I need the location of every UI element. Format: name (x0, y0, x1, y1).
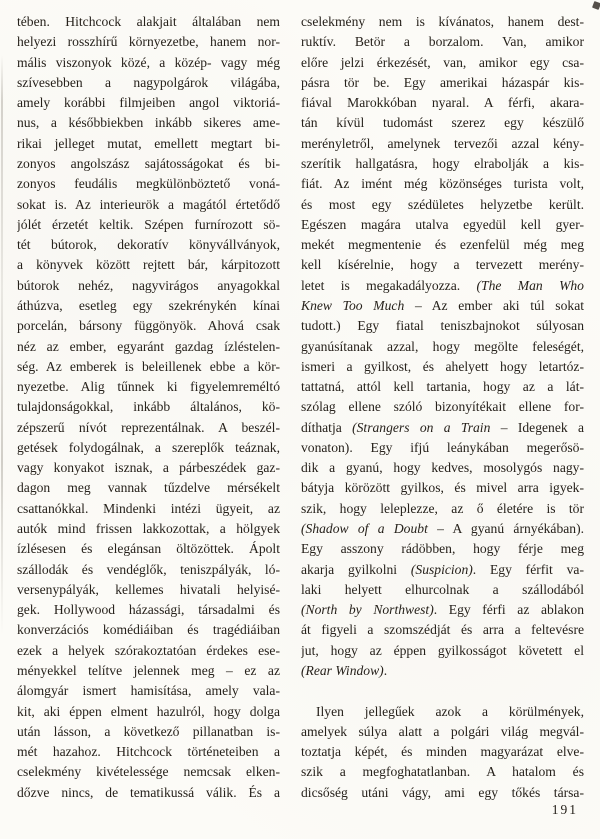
text-run: szik a megfoghatatlanban. A hatalom és (301, 764, 584, 780)
text-line (17, 620, 280, 640)
text-run: szállodák és vendéglők, teniszpályák, ló- (17, 561, 280, 577)
text-line (301, 702, 584, 722)
text-line (17, 580, 280, 600)
text-run: gyanúsítanak azzal, hogy megölte feleségét, (301, 338, 584, 354)
text-run: . (383, 663, 388, 678)
text-run: sokat is. Az interieurök a magától értetődő (17, 196, 280, 212)
text-run: ruktív. Betör a borzalom. Van, amikor (301, 34, 584, 50)
text-line (17, 397, 280, 417)
text-line (17, 641, 280, 661)
text-line (17, 255, 280, 275)
text-line (301, 519, 584, 539)
text-line (301, 73, 584, 93)
text-run: dik a gyanú, hogy kedves, mosolygós nagy- (301, 460, 584, 476)
text-line (301, 32, 584, 52)
text-line (301, 478, 584, 498)
text-run: gek. Hollywood házassági, társadalmi és (17, 602, 280, 618)
text-line (17, 276, 280, 296)
text-line (17, 478, 280, 498)
text-line (301, 600, 584, 620)
text-run: tulajdonságokkal, inkább általános, kö- (17, 399, 280, 415)
text-run: mekét megmentenie és ezenfelül még meg (301, 237, 584, 253)
text-line (17, 53, 280, 73)
text-run: álomgyár ismert hamisítása, amely vala- (17, 683, 280, 699)
text-run: tében. Hitchcock alakjait általában nem (17, 14, 280, 29)
text-run: zépszerű nívót reprezentálnak. A beszél- (17, 419, 280, 435)
text-line (301, 174, 584, 194)
text-run: Egy asszony rádöbben, hogy férje meg (301, 541, 584, 557)
text-line (17, 418, 280, 438)
text-line (301, 418, 584, 438)
text-line (17, 134, 280, 154)
text-run: bútorok nehéz, nagyvirágos anyagokkal (17, 277, 280, 293)
text-line (17, 235, 280, 255)
film-title-italic: (Suspicion) (410, 561, 473, 577)
text-run: amely korábbi filmjeiben angol viktoriá- (17, 95, 280, 111)
text-run: és most egy szédületes helyzetbe került. (301, 196, 584, 212)
text-line (17, 174, 280, 194)
text-run: dicsőség utáni vágy, ami egy tőkés társa- (301, 784, 584, 800)
scan-speck-artifact (592, 1, 600, 10)
text-line (301, 154, 584, 174)
text-run: zonyos feudális megkülönböztető voná- (17, 176, 280, 192)
film-title-italic: Knew Too Much (301, 297, 405, 313)
text-run: díthatja (301, 419, 353, 435)
text-run: néz az ember, egyaránt gazdag ízléstelen- (17, 338, 280, 354)
text-line (17, 681, 280, 701)
text-line (17, 600, 280, 620)
text-line (17, 377, 280, 397)
text-run: letet is megakadályozza. (301, 277, 477, 293)
text-line (17, 742, 280, 762)
text-line (17, 499, 280, 519)
text-run: rikai jelleget mutat, emellett megtart bi- (17, 135, 280, 151)
text-run: getések folydogálnak, a szereplők teáznak, (17, 439, 280, 455)
text-run: jólét érzetét keltik. Szépen furnírozott sö- (17, 216, 280, 232)
page-number: 191 (551, 802, 578, 817)
text-line (301, 620, 584, 640)
film-title-italic: (Rear Window) (301, 663, 384, 678)
text-line (17, 316, 280, 336)
text-line (17, 702, 280, 722)
text-run: . Egy férfi az ablakon (433, 602, 584, 618)
text-line (301, 742, 584, 762)
text-run: . Egy férfit va- (472, 561, 584, 577)
text-run: előre jelzi érkezését, van, amikor egy csa- (301, 54, 584, 70)
text-line (17, 93, 280, 113)
text-line (17, 154, 280, 174)
text-line (301, 134, 584, 154)
text-line (301, 397, 584, 417)
text-run: akarja gyilkolni (301, 561, 411, 577)
text-run: jut, hogy az éppen gyilkosságot követett el (301, 642, 584, 658)
text-line (301, 255, 584, 275)
text-line (17, 458, 280, 478)
text-run: cselekmény nem is kívánatos, hanem dest- (301, 14, 584, 29)
text-column-right (301, 12, 584, 803)
text-line (301, 722, 584, 742)
text-line (301, 560, 584, 580)
text-line (301, 499, 584, 519)
text-run: vagy konyakot isznak, a párbeszédek gaz- (17, 460, 280, 476)
text-run: laki helyett elhurcolnak a szállodából (301, 581, 584, 597)
film-title-italic: (North by Northwest) (301, 602, 434, 618)
text-line (17, 73, 280, 93)
text-line (301, 195, 584, 215)
text-run: kell kísérelnie, hogy a tervezett merény- (301, 257, 584, 273)
film-title-italic: (Strangers on a Train (352, 419, 491, 435)
text-run: fiával Marokkóban nyaral. A férfi, akara- (301, 95, 584, 111)
text-line (301, 539, 584, 559)
text-line (301, 276, 584, 296)
text-run: – Az ember aki túl sokat (404, 297, 584, 313)
text-line (301, 93, 584, 113)
text-run: konverzációs komédiáiban és tragédiáiban (17, 622, 280, 638)
text-run: tét bútorok, dekoratív könyvállványok, (17, 237, 280, 253)
text-run: szik, hogy leleplezze, az ő életére is tör (301, 500, 584, 516)
text-run: Egészen magára utalva egyedül kell gyer- (301, 216, 584, 232)
text-run: ezek a helyek szórakoztatóan érdekes ese- (17, 642, 280, 658)
text-line (17, 783, 280, 803)
text-line (301, 762, 584, 782)
text-run: nyezetbe. Alig tűnnek ki figyelemreméltó (17, 379, 280, 395)
text-run: autók mind frissen lakkozottak, a hölgyek (17, 521, 280, 537)
text-run: kit, aki éppen elment hazulról, hogy dolga (17, 703, 280, 719)
text-run: után lásson, a következő pillanatban is- (17, 723, 280, 739)
text-line (17, 337, 280, 357)
text-line (301, 12, 584, 32)
text-run: ményekkel telítve jelennek meg – ez az (17, 663, 280, 678)
text-line (301, 53, 584, 73)
text-line (17, 113, 280, 133)
text-run: dőzve nincs, de tematikussá válik. És a (17, 784, 280, 800)
text-run: porcelán, bársony függönyök. Ahová csak (17, 318, 280, 334)
text-run: át figyeli a szomszédját és arra a feltevésre (301, 622, 584, 638)
text-line (301, 458, 584, 478)
text-run: – Idegenek a (490, 419, 584, 435)
text-line (301, 215, 584, 235)
text-run: tattatná, attól kell tartania, hogy az a lát- (301, 379, 584, 395)
text-line (301, 357, 584, 377)
text-run: tán kívül tudomást szerez egy készülő (301, 115, 584, 131)
text-line (17, 722, 280, 742)
text-run: fiát. Az imént még közönséges turista volt, (301, 176, 584, 192)
text-line (17, 762, 280, 782)
text-line (301, 438, 584, 458)
film-title-italic: (The Man Who (476, 277, 584, 293)
text-line (301, 316, 584, 336)
text-run: szívesebben a nagypolgárok világába, (17, 74, 280, 90)
blank-line (301, 681, 584, 701)
text-run: – A gyanú árnyékában). (427, 521, 584, 537)
text-line (17, 519, 280, 539)
text-run: ízlésesen és elegánsan öltözöttek. Ápolt (17, 541, 280, 557)
text-line (17, 661, 280, 681)
text-line (301, 113, 584, 133)
text-run: toztatja képét, és minden magyarázat elve- (301, 744, 584, 760)
text-run: szólag ellene szóló bizonyítékait ellene for- (301, 399, 584, 415)
text-line (301, 377, 584, 397)
text-run: cselekmény kivételessége nemcsak elken- (17, 764, 280, 780)
text-line (17, 438, 280, 458)
text-column-left (17, 12, 280, 803)
text-run: merényletről, amelynek tervezői azzal kény- (301, 135, 584, 151)
text-run: pásra tör be. Egy amerikai házaspár kis- (301, 74, 584, 90)
text-line (301, 661, 584, 681)
text-run: áthúzva, esetleg egy szekrénykén kínai (17, 297, 280, 313)
text-line (17, 12, 280, 32)
text-run: Ilyen jellegűek azok a körülmények, (316, 703, 584, 719)
text-run: tudott.) Egy fiatal teniszbajnokot súlyosan (301, 318, 584, 334)
text-line (301, 337, 584, 357)
text-run: amelyek súlya alatt a polgári világ megvál- (301, 723, 584, 739)
text-line (17, 215, 280, 235)
text-run: ismeri a gyilkost, és ahelyett hogy letartóz- (301, 358, 584, 374)
text-run: nus, a későbbiekben inkább sikeres ame- (17, 115, 280, 131)
text-line (301, 580, 584, 600)
text-line (17, 296, 280, 316)
film-title-italic: (Shadow of a Doubt (301, 521, 428, 537)
text-run: dagon meg vannak tűzdelve mérsékelt (17, 480, 280, 496)
text-run: vonaton). Egy ifjú leánykában megerősö- (301, 439, 584, 455)
text-run: versenypályák, kellemes hivatali helyisé- (17, 581, 280, 597)
text-line (301, 783, 584, 803)
text-line (301, 235, 584, 255)
text-run: mális viszonyok közé, a közép- vagy még (17, 54, 280, 70)
text-run: mét hazahoz. Hitchcock történeteiben a (17, 744, 280, 760)
text-line (17, 560, 280, 580)
text-run: ség. Az emberek is beleillenek ebbe a kör- (17, 358, 280, 374)
text-line (17, 195, 280, 215)
text-line (301, 296, 584, 316)
text-run: szerítik hallgatásra, hogy elrabolják a kis- (301, 155, 584, 171)
text-line (17, 32, 280, 52)
text-run: zonyos angolszász sajátosságokat és bi- (17, 155, 280, 171)
text-run: bátyja körözött gyilkos, és mivel arra igyek- (301, 480, 584, 496)
text-line (17, 539, 280, 559)
text-line (17, 357, 280, 377)
text-line (301, 641, 584, 661)
text-run: csattanókkal. Mindenki intézi ügyeit, az (17, 500, 280, 516)
text-run: helyezi rosszhírű környezetbe, hanem nor- (17, 34, 280, 50)
scan-edge-artifact (1, 55, 3, 635)
text-run: a könyvek között rejtett bár, kárpitozott (17, 257, 280, 273)
